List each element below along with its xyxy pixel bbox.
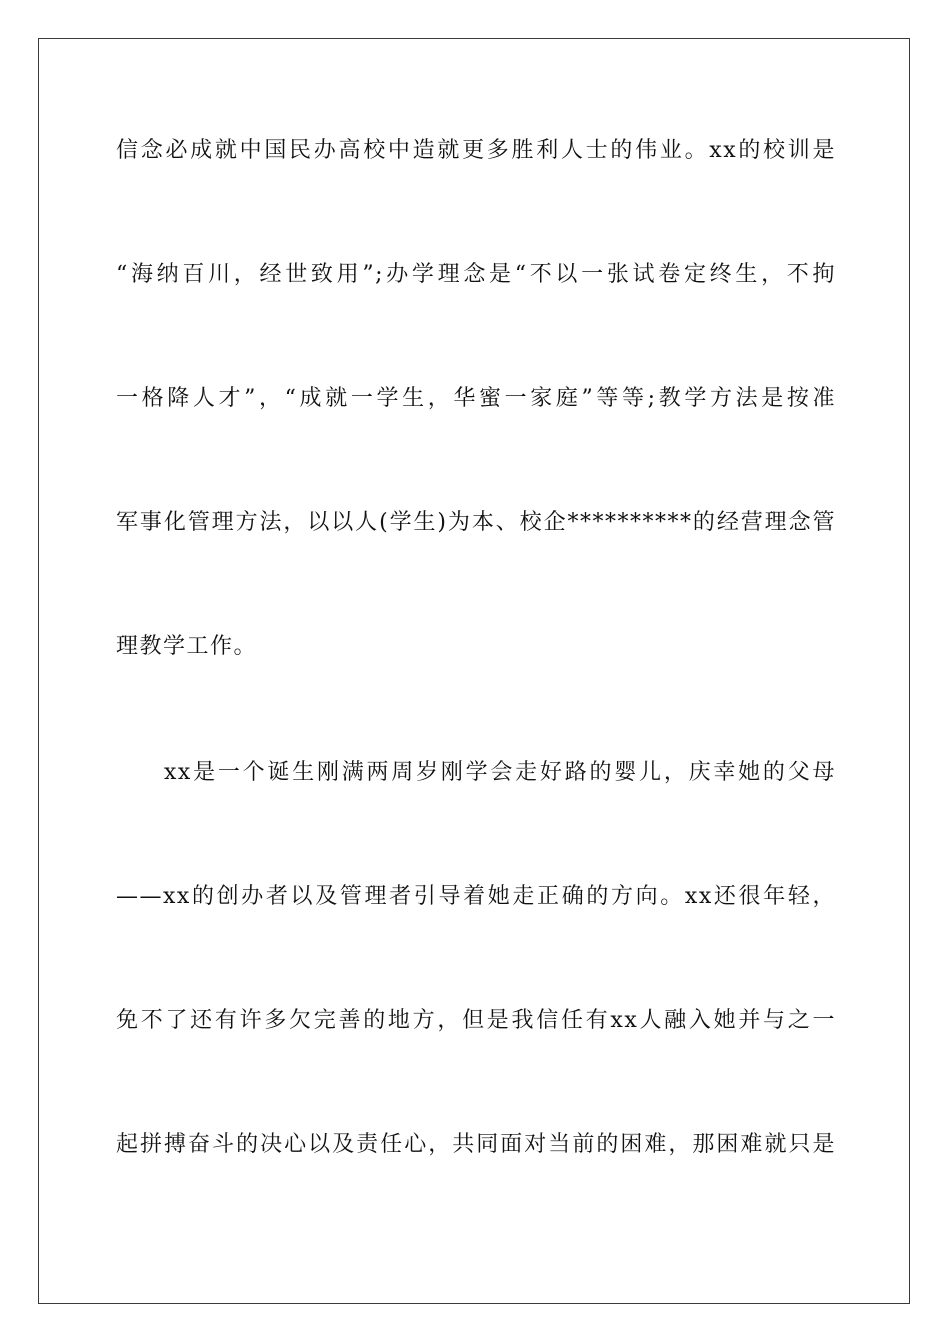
paragraph-2-line-3: 免不了还有许多欠完善的地方，但是我信任有xx人融入她并与之一: [116, 1008, 836, 1033]
paragraph-1-line-2: “海纳百川，经世致用”;办学理念是“不以一张试卷定终生，不拘: [116, 262, 836, 287]
paragraph-1-line-4: 军事化管理方法，以以人(学生)为本、校企**********的经营理念管: [116, 510, 836, 535]
paragraph-1-line-1: 信念必成就中国民办高校中造就更多胜利人士的伟业。xx的校训是: [116, 138, 836, 163]
paragraph-1-line-3: 一格降人才”，“成就一学生，华蜜一家庭”等等;教学方法是按准: [116, 386, 836, 411]
page-border: [38, 38, 910, 1304]
paragraph-2-line-4: 起拼搏奋斗的决心以及责任心，共同面对当前的困难，那困难就只是: [116, 1132, 836, 1157]
paragraph-2-line-1: xx是一个诞生刚满两周岁刚学会走好路的婴儿，庆幸她的父母: [164, 760, 836, 785]
paragraph-1-line-5: 理教学工作。: [116, 634, 258, 659]
paragraph-2-line-2: ——xx的创办者以及管理者引导着她走正确的方向。xx还很年轻，: [116, 884, 836, 909]
